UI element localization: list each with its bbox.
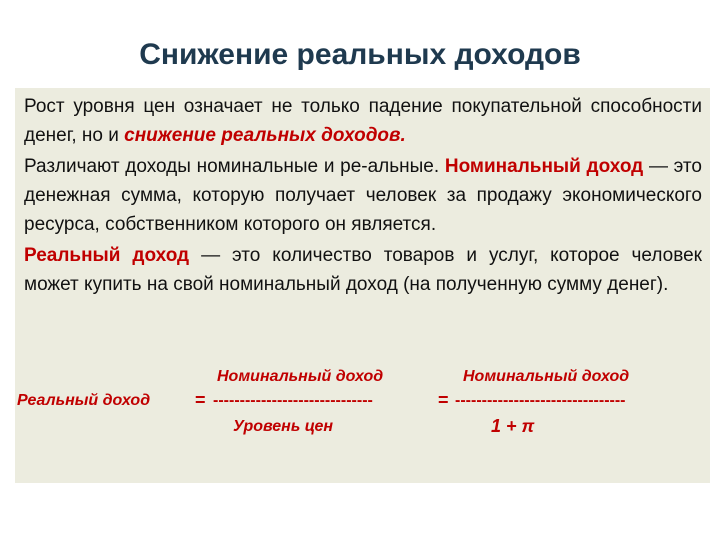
paragraph-text: Рост уровня цен означает не только падение покупательной способности денег, но и: [24, 96, 702, 146]
paragraph-text: Различают доходы номинальные и ре-альные.: [24, 156, 445, 177]
formula: [15, 368, 710, 458]
formula-fraction-line-2: --------------------------------: [455, 392, 626, 409]
formula-denominator-1: Уровень цен: [233, 418, 334, 435]
term-real-income: Реальный доход: [24, 245, 190, 266]
formula-numerator-1: Номинальный доход: [217, 368, 384, 385]
term-nominal-income: Номинальный доход: [444, 156, 644, 177]
paragraph-real-income: [24, 241, 702, 299]
paragraph-text: — это количество товаров и услуг, которое человек может купить на свой номинальный доход (на полученную сумму денег).: [24, 245, 702, 295]
content-box: [15, 88, 710, 483]
paragraph-text: — это денежная сумма, которую получает человек за продажу экономического ресурса, собственником которого он является.: [24, 156, 702, 235]
paragraph-nominal-income: [24, 152, 702, 239]
emphasis-real-income-decline: снижение реальных доходов.: [124, 125, 406, 146]
formula-denominator-2: 1 + π: [491, 416, 535, 436]
formula-lhs: Реальный доход: [17, 392, 151, 409]
formula-numerator-2: Номинальный доход: [463, 368, 630, 385]
formula-fraction-line-1: ------------------------------: [213, 392, 373, 409]
formula-equals-1: =: [195, 390, 206, 410]
slide-title: Снижение реальных доходов: [139, 38, 581, 71]
formula-equals-2: =: [438, 390, 449, 410]
paragraph-price-growth: [24, 92, 702, 150]
